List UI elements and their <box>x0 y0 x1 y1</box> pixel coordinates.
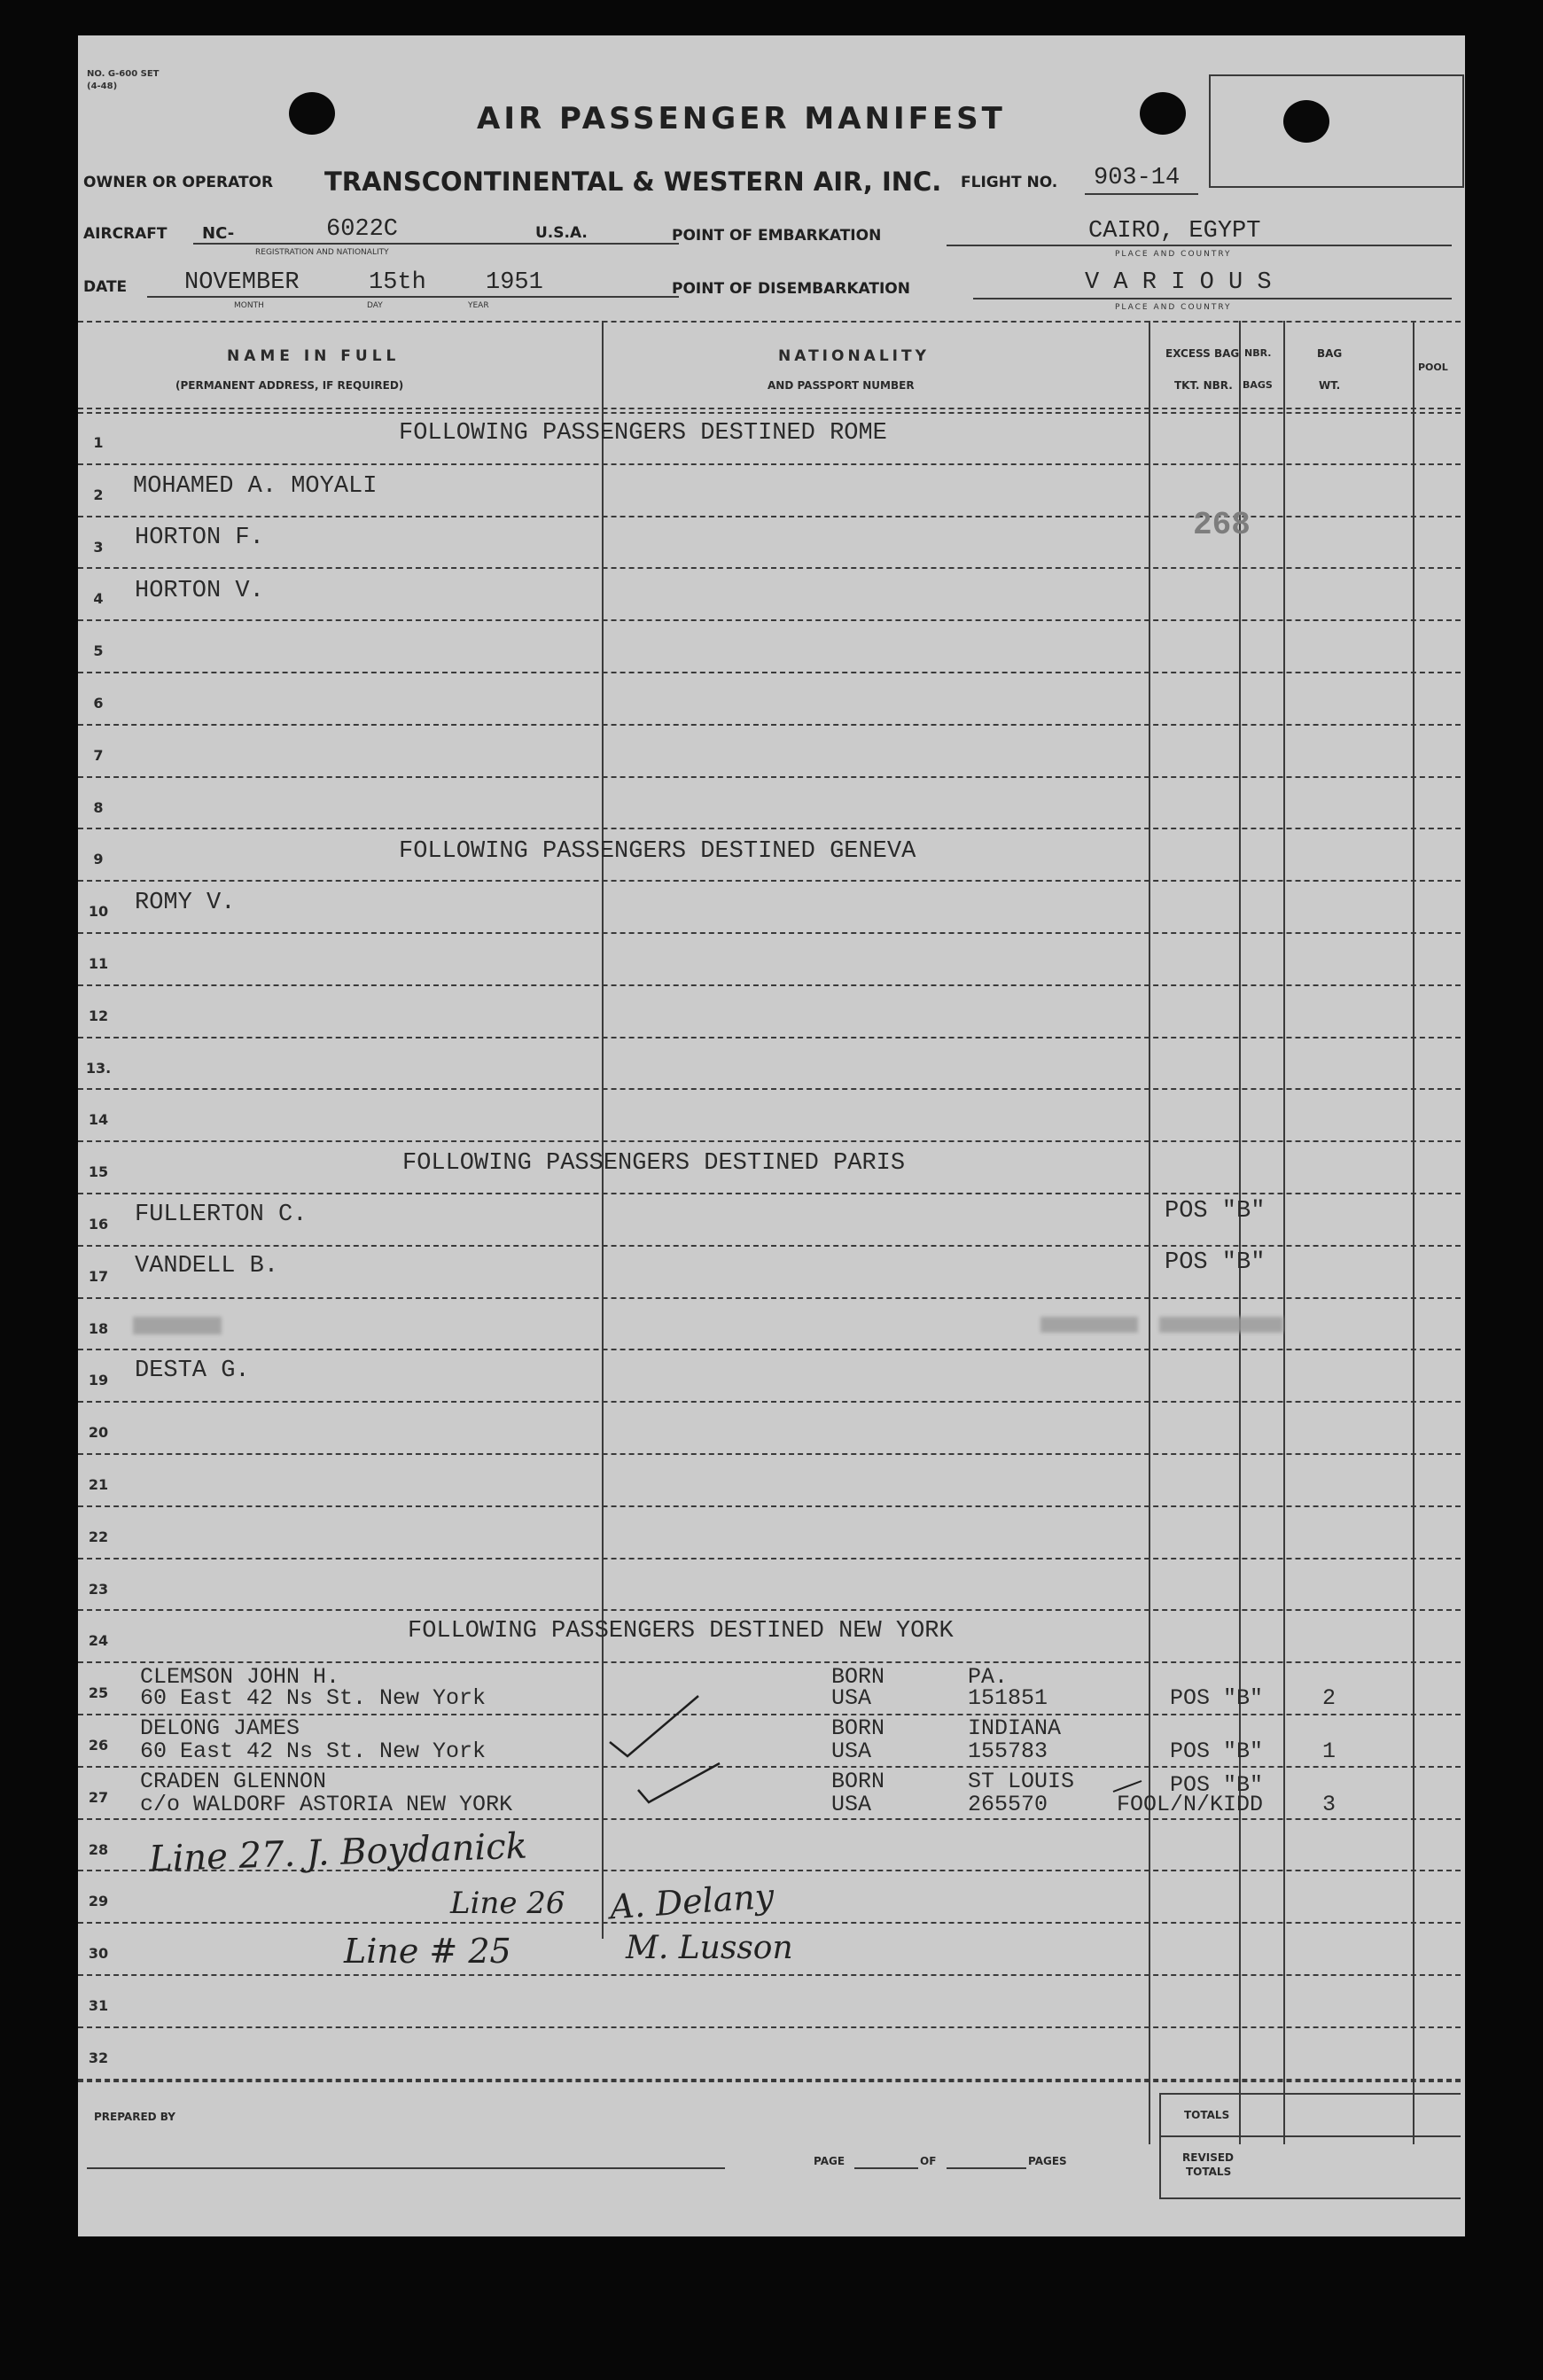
embark-underline <box>947 245 1452 246</box>
disembark-label: POINT OF DISEMBARKATION <box>672 280 910 298</box>
date-underline <box>147 296 679 298</box>
row-rule <box>78 1609 1461 1611</box>
row-rule <box>78 1245 1461 1247</box>
header-nationality: NATIONALITY <box>778 347 930 365</box>
row-rule <box>78 932 1461 934</box>
revised-label-1: REVISED <box>1182 2151 1234 2164</box>
ny-excess-extra-3: FOOL/N/KIDD <box>1117 1792 1264 1817</box>
ny-bags-2: 1 <box>1322 1738 1336 1764</box>
row-number: 21 <box>88 1476 109 1493</box>
embark-sublabel: PLACE AND COUNTRY <box>1115 250 1232 259</box>
header-name-sub: (PERMANENT ADDRESS, IF REQUIRED) <box>175 379 404 392</box>
date-month: NOVEMBER <box>184 269 300 296</box>
row-rule <box>78 1922 1461 1924</box>
embark-label: POINT OF EMBARKATION <box>672 227 882 245</box>
of-line <box>947 2167 1026 2169</box>
owner-value: TRANSCONTINENTAL & WESTERN AIR, INC. <box>324 167 942 197</box>
row-number: 19 <box>88 1372 109 1389</box>
of-label: OF <box>920 2155 937 2167</box>
row-rule <box>78 1974 1461 1976</box>
page-label: PAGE <box>814 2155 846 2167</box>
header-wt: WT. <box>1319 379 1341 392</box>
row-number: 31 <box>88 1997 109 2014</box>
ny-name-3: CRADEN GLENNON <box>140 1769 327 1794</box>
pen-check-marks <box>78 1657 1461 1834</box>
header-bags: BAGS <box>1243 379 1273 391</box>
table-header-rule <box>78 408 1461 409</box>
row-number: 3 <box>93 538 104 556</box>
prepared-by-line <box>87 2167 725 2169</box>
excess-row-16: POS "B" <box>1165 1198 1266 1225</box>
handwritten-line26-signature: A. Delany <box>608 1876 775 1927</box>
row-number: 10 <box>88 903 109 921</box>
aircraft-number: 6022C <box>326 216 399 243</box>
row-rule <box>78 880 1461 882</box>
punch-hole-1 <box>289 92 335 135</box>
totals-bottom <box>1159 2197 1461 2199</box>
row-rule <box>78 776 1461 778</box>
row-number: 25 <box>88 1684 109 1702</box>
header-name: NAME IN FULL <box>227 347 401 365</box>
ny-country-1: USA <box>831 1685 872 1711</box>
excess-row-17: POS "B" <box>1165 1249 1266 1276</box>
ny-excess-3: POS "B" <box>1170 1772 1264 1798</box>
date-year: 1951 <box>486 269 543 296</box>
table-top-rule <box>78 321 1461 323</box>
redacted-name-18 <box>133 1317 222 1334</box>
row-rule <box>78 1401 1461 1403</box>
footer-rule <box>78 2081 1461 2082</box>
passenger-row-10: ROMY V. <box>135 890 236 916</box>
ny-name-1: CLEMSON JOHN H. <box>140 1664 340 1690</box>
row-rule <box>78 672 1461 673</box>
row-rule <box>78 1140 1461 1142</box>
row-rule <box>78 828 1461 829</box>
totals-top <box>1159 2093 1461 2095</box>
disembark-value: V A R I O U S <box>1085 269 1272 296</box>
row-number: 9 <box>93 851 104 868</box>
row-number: 7 <box>93 746 104 764</box>
day-sublabel: DAY <box>367 301 383 310</box>
header-excess: EXCESS BAG <box>1165 347 1240 360</box>
section-paris: FOLLOWING PASSENGERS DESTINED PARIS <box>402 1150 906 1177</box>
embark-value: CAIRO, EGYPT <box>1088 218 1261 245</box>
header-excess-sub: TKT. NBR. <box>1174 379 1233 392</box>
handwritten-line26: Line 26 <box>450 1886 565 1921</box>
flight-label: FLIGHT NO. <box>961 174 1058 191</box>
passenger-row-17: VANDELL B. <box>135 1253 279 1279</box>
row-rule <box>78 1453 1461 1455</box>
row-rule <box>78 567 1461 569</box>
header-nationality-sub: AND PASSPORT NUMBER <box>768 379 915 392</box>
ny-passport-3: 265570 <box>968 1792 1048 1817</box>
handwritten-line25: Line # 25 <box>344 1932 511 1971</box>
passenger-row-3: HORTON F. <box>135 525 264 551</box>
row-number: 16 <box>88 1216 109 1233</box>
row-rule <box>78 2026 1461 2028</box>
row-number: 30 <box>88 1945 109 1963</box>
row-number: 11 <box>88 955 109 972</box>
ny-name-2: DELONG JAMES <box>140 1715 300 1741</box>
flight-number: 903-14 <box>1094 165 1181 191</box>
header-nbr: NBR. <box>1244 347 1272 359</box>
table-header-rule-2 <box>78 412 1461 414</box>
punch-hole-2 <box>1140 92 1186 135</box>
section-rome: FOLLOWING PASSENGERS DESTINED ROME <box>399 420 887 447</box>
row-number: 5 <box>93 642 104 660</box>
ny-bags-1: 2 <box>1322 1685 1336 1711</box>
ny-country-3: USA <box>831 1792 872 1817</box>
ny-passport-2: 155783 <box>968 1738 1048 1764</box>
ny-address-3: c/o WALDORF ASTORIA NEW YORK <box>140 1792 513 1817</box>
handwritten-line25-signature: M. Lusson <box>626 1930 793 1966</box>
section-geneva: FOLLOWING PASSENGERS DESTINED GENEVA <box>399 838 916 865</box>
row-rule <box>78 1297 1461 1299</box>
row-rule <box>78 724 1461 726</box>
passenger-row-2: MOHAMED A. MOYALI <box>133 473 378 500</box>
row-rule <box>78 619 1461 621</box>
header-bag: BAG <box>1317 347 1343 360</box>
passenger-row-4: HORTON V. <box>135 578 264 604</box>
revised-label-2: TOTALS <box>1186 2166 1232 2178</box>
row-number: 2 <box>93 486 104 503</box>
totals-left <box>1159 2093 1161 2199</box>
ny-born-1: PA. <box>968 1664 1009 1690</box>
row-number: 20 <box>88 1424 109 1442</box>
year-sublabel: YEAR <box>468 301 489 310</box>
row-rule <box>78 516 1461 517</box>
row-rule <box>78 984 1461 986</box>
row-number: 15 <box>88 1163 109 1181</box>
row-rule <box>78 1193 1461 1194</box>
passenger-row-16: FULLERTON C. <box>135 1202 308 1228</box>
totals-label: TOTALS <box>1184 2109 1230 2121</box>
totals-mid <box>1159 2135 1461 2137</box>
handwritten-line27: Line 27. J. Boydanick <box>148 1825 528 1880</box>
section-new-york: FOLLOWING PASSENGERS DESTINED NEW YORK <box>408 1618 954 1645</box>
row-number: 26 <box>88 1737 109 1754</box>
ny-born-3: ST LOUIS <box>968 1769 1075 1794</box>
flight-underline <box>1085 193 1198 195</box>
ny-excess-1: POS "B" <box>1170 1685 1264 1711</box>
month-sublabel: MONTH <box>234 301 264 310</box>
ny-bags-3: 3 <box>1322 1792 1336 1817</box>
row-number: 14 <box>88 1111 109 1129</box>
disembark-underline <box>973 298 1452 299</box>
ny-address-1: 60 East 42 Ns St. New York <box>140 1685 487 1711</box>
row-rule <box>78 1088 1461 1090</box>
row-rule <box>78 1037 1461 1038</box>
aircraft-underline <box>193 243 679 245</box>
form-number: NO. G-600 SET <box>87 69 160 79</box>
row-number: 8 <box>93 798 104 816</box>
row-number: 32 <box>88 2049 109 2066</box>
passenger-row-19: DESTA G. <box>135 1357 250 1384</box>
aircraft-country: U.S.A. <box>535 224 588 242</box>
ny-passport-1: 151851 <box>968 1685 1048 1711</box>
aircraft-sublabel: REGISTRATION AND NATIONALITY <box>255 248 389 257</box>
row-rule <box>78 463 1461 465</box>
row-number: 1 <box>93 434 104 451</box>
redacted-passport-18 <box>1040 1317 1138 1333</box>
row-number: 12 <box>88 1007 109 1024</box>
row-number: 28 <box>88 1840 109 1858</box>
ny-born-label-3: BORN <box>831 1769 885 1794</box>
ny-address-2: 60 East 42 Ns St. New York <box>140 1738 487 1764</box>
header-pool: POOL <box>1418 362 1448 373</box>
row-number: 29 <box>88 1893 109 1910</box>
row-rule <box>78 1349 1461 1350</box>
pages-label: PAGES <box>1028 2155 1067 2167</box>
page-line <box>854 2167 918 2169</box>
row-number: 24 <box>88 1632 109 1650</box>
form-sub: (4-48) <box>87 82 118 91</box>
ny-country-2: USA <box>831 1738 872 1764</box>
aircraft-label: AIRCRAFT <box>83 225 168 243</box>
date-label: DATE <box>83 278 128 296</box>
row-number: 17 <box>88 1267 109 1285</box>
disembark-sublabel: PLACE AND COUNTRY <box>1115 303 1232 312</box>
owner-label: OWNER OR OPERATOR <box>83 174 274 191</box>
ny-born-label-1: BORN <box>831 1664 885 1690</box>
row-number: 22 <box>88 1528 109 1545</box>
ny-born-label-2: BORN <box>831 1715 885 1741</box>
prepared-by-label: PREPARED BY <box>94 2111 175 2123</box>
row-number: 13. <box>85 1059 112 1077</box>
row-number: 27 <box>88 1788 109 1806</box>
redacted-excess-18 <box>1159 1317 1283 1333</box>
page-title: AIR PASSENGER MANIFEST <box>477 101 1006 136</box>
row-number: 6 <box>93 695 104 712</box>
ny-excess-2: POS "B" <box>1170 1738 1264 1764</box>
row-number: 18 <box>88 1319 109 1337</box>
row-number: 23 <box>88 1580 109 1598</box>
date-day: 15th <box>369 269 426 296</box>
manifest-sheet <box>78 35 1465 2236</box>
aircraft-prefix: NC- <box>202 224 235 243</box>
row-number: 4 <box>93 590 104 608</box>
stamp-box <box>1209 74 1464 188</box>
row-rule <box>78 1505 1461 1507</box>
row-rule <box>78 1558 1461 1559</box>
ny-born-2: INDIANA <box>968 1715 1062 1741</box>
ticket-stamp: 268 <box>1193 507 1251 543</box>
